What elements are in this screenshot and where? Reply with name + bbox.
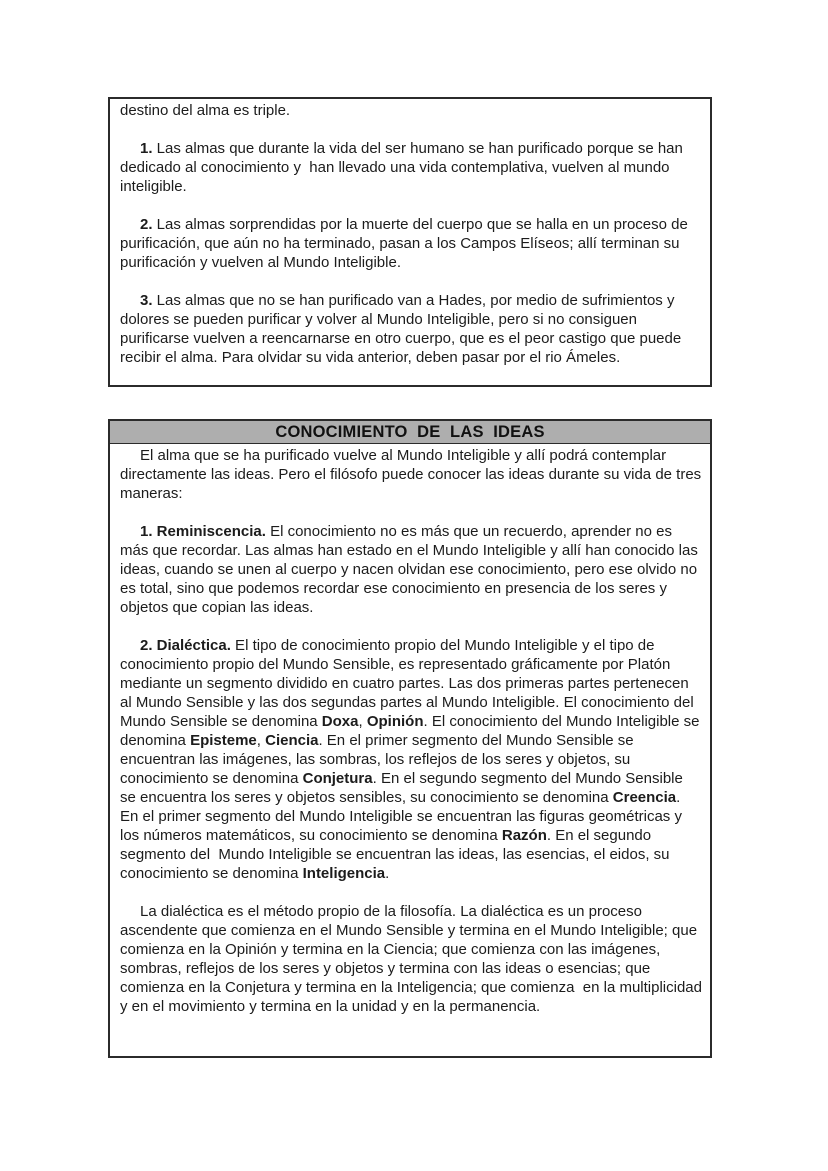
bold-text-run: Episteme bbox=[190, 732, 257, 749]
text-run: El alma que se ha purificado vuelve al Mundo Inteligible y allí podrá contemplar directamente las ideas. Pero el filósofo puede conocer las ideas durante su vida de tres maneras: bbox=[120, 447, 706, 502]
souls-destiny-textbox bbox=[108, 97, 712, 387]
bold-text-run: 2. bbox=[140, 216, 153, 233]
bold-text-run: 2. Dialéctica. bbox=[140, 637, 231, 654]
text-run: El conocimiento no es más que un recuerdo, aprender no es más que recordar. Las almas han estado en el Mundo Inteligible y allí han conocido las ideas, cuando se unen al cuerpo y nacen olvidan ese conocimiento, pero ese olvido no es total, sino que podemos recordar ese conocimiento en presencia de los seres y objetos que copian las ideas. bbox=[120, 523, 703, 616]
text-run: . En el segundo segmento del Mundo Sensible se encuentra los seres y objetos sensibles, su conocimiento se denomina bbox=[120, 770, 688, 806]
text-run: Las almas que durante la vida del ser humano se han purificado porque se han dedicado al conocimiento y han llevado una vida contemplativa, vuelven al mundo inteligible. bbox=[120, 140, 688, 195]
bold-text-run: 3. bbox=[140, 292, 153, 309]
text-run: , bbox=[256, 732, 266, 749]
bold-text-run: Razón bbox=[501, 827, 547, 844]
paragraph bbox=[120, 291, 702, 367]
knowledge-of-ideas-text bbox=[110, 444, 710, 1018]
bold-text-run: 1. Reminiscencia. bbox=[140, 523, 266, 540]
text-run: . El conocimiento del Mundo Inteligible se denomina bbox=[120, 713, 704, 749]
souls-destiny-text bbox=[110, 99, 710, 369]
text-run: . En el primer segmento del Mundo Sensible se encuentran las imágenes, las sombras, los reflejos de los seres y objetos, su conocimiento se denomina bbox=[120, 732, 638, 787]
text-run: , bbox=[358, 713, 367, 730]
text-run: destino del alma es triple. bbox=[120, 102, 291, 119]
bold-text-run: Inteligencia bbox=[302, 865, 386, 882]
paragraph bbox=[120, 522, 702, 617]
text-run: . En el segundo segmento del Mundo Inteligible se encuentran las ideas, las esencias, el eidos, su conocimiento se denomina bbox=[120, 827, 674, 882]
bold-text-run: Creencia bbox=[612, 789, 677, 806]
paragraph bbox=[120, 636, 702, 883]
text-run: . bbox=[385, 865, 390, 882]
bold-text-run: 1. bbox=[140, 140, 153, 157]
text-run: La dialéctica es el método propio de la filosofía. La dialéctica es un proceso ascendente que comienza en el Mundo Sensible y termina en el Mundo Inteligible; que comienza en la Opinión y termina en la Ciencia; que comienza con las imágenes, sombras, reflejos de los seres y objetos y termina con las ideas o esencias; que comienza en la Conjetura y termina en la Inteligencia; que comienza en la multiplicidad y en el movimiento y termina en la unidad y en la permanencia. bbox=[120, 903, 707, 1015]
paragraph bbox=[120, 215, 702, 272]
bold-text-run: Conjetura bbox=[302, 770, 373, 787]
paragraph bbox=[120, 139, 702, 196]
paragraph bbox=[120, 101, 702, 120]
text-run: El tipo de conocimiento propio del Mundo Inteligible y el tipo de conocimiento propio del Mundo Sensible, es representado gráficamente por Platón mediante un segmento dividido en cuatro partes. Las dos primeras partes pertenecen al Mundo Sensible y las dos segundas partes al Mundo Inteligible. El conocimiento del Mundo Sensible se denomina bbox=[120, 637, 698, 730]
bold-text-run: Ciencia bbox=[265, 732, 319, 749]
knowledge-of-ideas-textbox bbox=[108, 419, 712, 1058]
paragraph bbox=[120, 902, 707, 1016]
text-run: . En el primer segmento del Mundo Inteligible se encuentran las figuras geométricas y los números matemáticos, su conocimiento se denomina bbox=[120, 789, 687, 844]
bold-text-run: Opinión bbox=[366, 713, 424, 730]
section-title: CONOCIMIENTO DE LAS IDEAS bbox=[110, 421, 710, 444]
paragraph bbox=[120, 446, 706, 503]
text-run: Las almas sorprendidas por la muerte del cuerpo que se halla en un proceso de purificación, que aún no ha terminado, pasan a los Campos Elíseos; allí terminan su purificación y vuelven al Mundo Inteligible. bbox=[120, 216, 693, 271]
text-run: Las almas que no se han purificado van a Hades, por medio de sufrimientos y dolores se pueden purificar y volver al Mundo Inteligible, pero si no consiguen purificarse vuelven a reencarnarse en otro cuerpo, que es el peor castigo que puede recibir el alma. Para olvidar su vida anterior, deben pasar por el rio Ámeles. bbox=[120, 292, 686, 366]
bold-text-run: Doxa bbox=[321, 713, 359, 730]
